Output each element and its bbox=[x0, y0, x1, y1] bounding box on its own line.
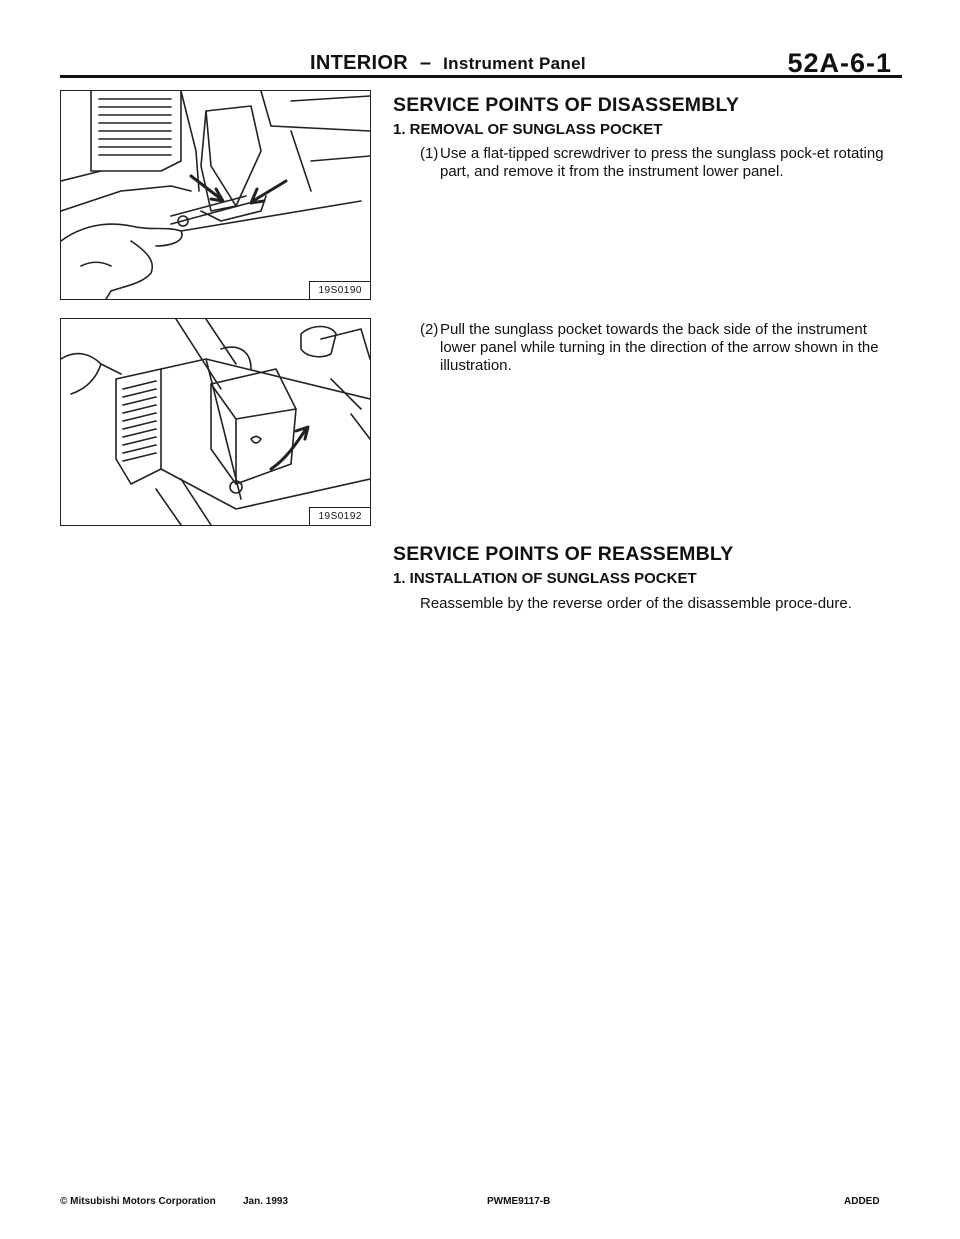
page-header bbox=[60, 48, 902, 78]
header-title bbox=[310, 52, 586, 75]
substep-number: (2) bbox=[420, 321, 439, 338]
installation-text: Reassemble by the reverse order of the disassemble proce-dure. bbox=[420, 595, 852, 612]
sunglass-pocket-removal-illustration-icon bbox=[61, 91, 370, 299]
footer-date: Jan. 1993 bbox=[243, 1196, 289, 1207]
figure-pull bbox=[60, 318, 371, 526]
substep-text: Use a flat-tipped screwdriver to press the sunglass pock-et rotating part, and remove it from the instrument lower panel. bbox=[440, 145, 884, 180]
substep-number: (1) bbox=[420, 145, 439, 162]
reassembly-heading: SERVICE POINTS OF REASSEMBLY bbox=[393, 543, 734, 565]
page-number: 52A-6-1 bbox=[787, 48, 892, 78]
removal-step-title: 1. REMOVAL OF SUNGLASS POCKET bbox=[393, 121, 663, 138]
removal-substep-2 bbox=[420, 321, 890, 375]
figure-removal bbox=[60, 90, 371, 300]
installation-step-title: 1. INSTALLATION OF SUNGLASS POCKET bbox=[393, 570, 697, 587]
disassembly-heading: SERVICE POINTS OF DISASSEMBLY bbox=[393, 94, 740, 116]
footer-doc-code: PWME9117-B bbox=[487, 1196, 551, 1207]
header-section: INTERIOR bbox=[310, 52, 408, 74]
removal-substep-1 bbox=[420, 145, 890, 181]
figure-code: 19S0192 bbox=[309, 507, 370, 525]
footer-status: ADDED bbox=[844, 1196, 880, 1207]
footer-copyright: © Mitsubishi Motors Corporation bbox=[60, 1196, 216, 1207]
header-separator: – bbox=[419, 52, 432, 74]
substep-text: Pull the sunglass pocket towards the back side of the instrument lower panel while turning in the direction of the arrow shown in the illustration. bbox=[440, 321, 879, 374]
figure-code: 19S0190 bbox=[309, 281, 370, 299]
sunglass-pocket-pull-illustration-icon bbox=[61, 319, 370, 525]
header-subtitle: Instrument Panel bbox=[443, 54, 586, 73]
header-rule bbox=[60, 75, 902, 78]
